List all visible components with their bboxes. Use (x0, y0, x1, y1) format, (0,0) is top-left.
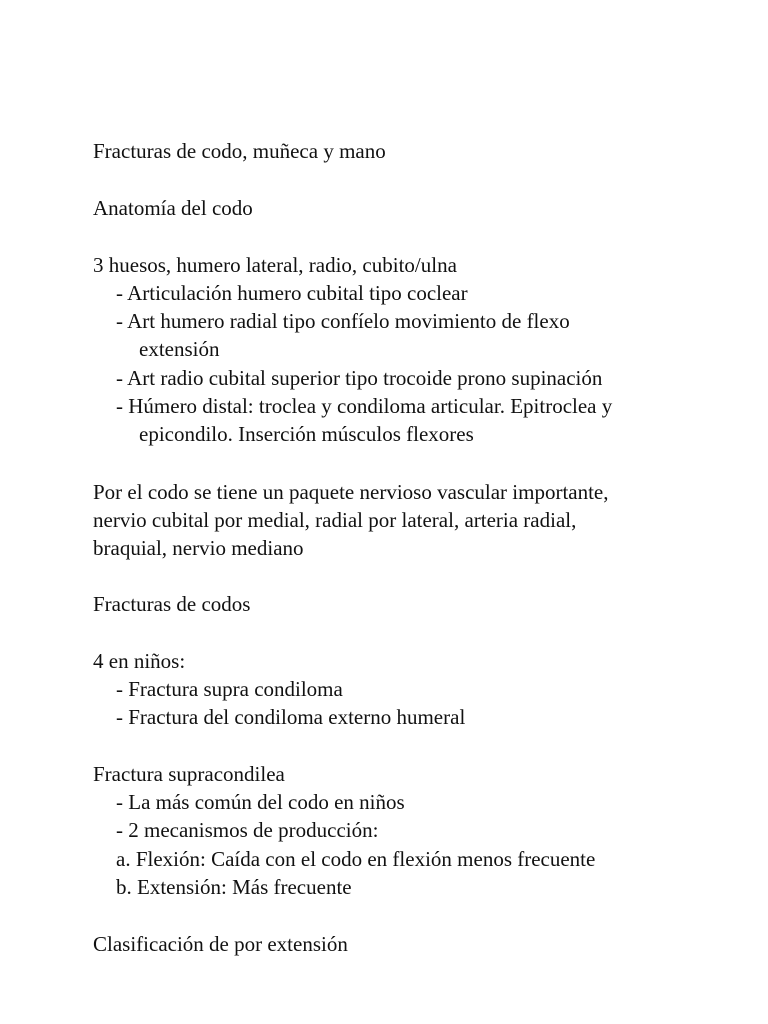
document-title: Fracturas de codo, muñeca y mano (93, 139, 386, 163)
list-item-flexion: a. Flexión: Caída con el codo en flexión menos frecuente (116, 847, 596, 871)
list-item-fractura-supra-condiloma: - Fractura supra condiloma (116, 677, 343, 701)
list-item-art-humero-radial-continuation: extensión (139, 337, 220, 361)
list-item-mas-comun: - La más común del codo en niños (116, 790, 405, 814)
list-item-art-humero-radial: - Art humero radial tipo confíelo movimiento de flexo (116, 309, 570, 333)
heading-fracturas-de-codos: Fracturas de codos (93, 592, 251, 616)
list-item-humero-distal-continuation: epicondilo. Inserción músculos flexores (139, 422, 474, 446)
list-item-art-radio-cubital: - Art radio cubital superior tipo trocoide prono supinación (116, 366, 603, 390)
list-item-fractura-condiloma-externo: - Fractura del condiloma externo humeral (116, 705, 466, 729)
ninos-intro-line: 4 en niños: (93, 649, 186, 673)
list-item-mecanismos: - 2 mecanismos de producción: (116, 818, 379, 842)
paragraph-paquete-line-1: Por el codo se tiene un paquete nervioso vascular importante, (93, 480, 609, 504)
heading-fractura-supracondilea: Fractura supracondilea (93, 762, 285, 786)
huesos-intro-line: 3 huesos, humero lateral, radio, cubito/ulna (93, 253, 457, 277)
list-item-extension: b. Extensión: Más frecuente (116, 875, 352, 899)
paragraph-paquete-line-2: nervio cubital por medial, radial por lateral, arteria radial, (93, 508, 577, 532)
list-item-humero-distal: - Húmero distal: troclea y condiloma articular. Epitroclea y (116, 394, 613, 418)
heading-clasificacion: Clasificación de por extensión (93, 932, 348, 956)
heading-anatomia-del-codo: Anatomía del codo (93, 196, 253, 220)
paragraph-paquete-line-3: braquial, nervio mediano (93, 536, 304, 560)
list-item-articulacion-humero-cubital: - Articulación humero cubital tipo coclear (116, 281, 468, 305)
